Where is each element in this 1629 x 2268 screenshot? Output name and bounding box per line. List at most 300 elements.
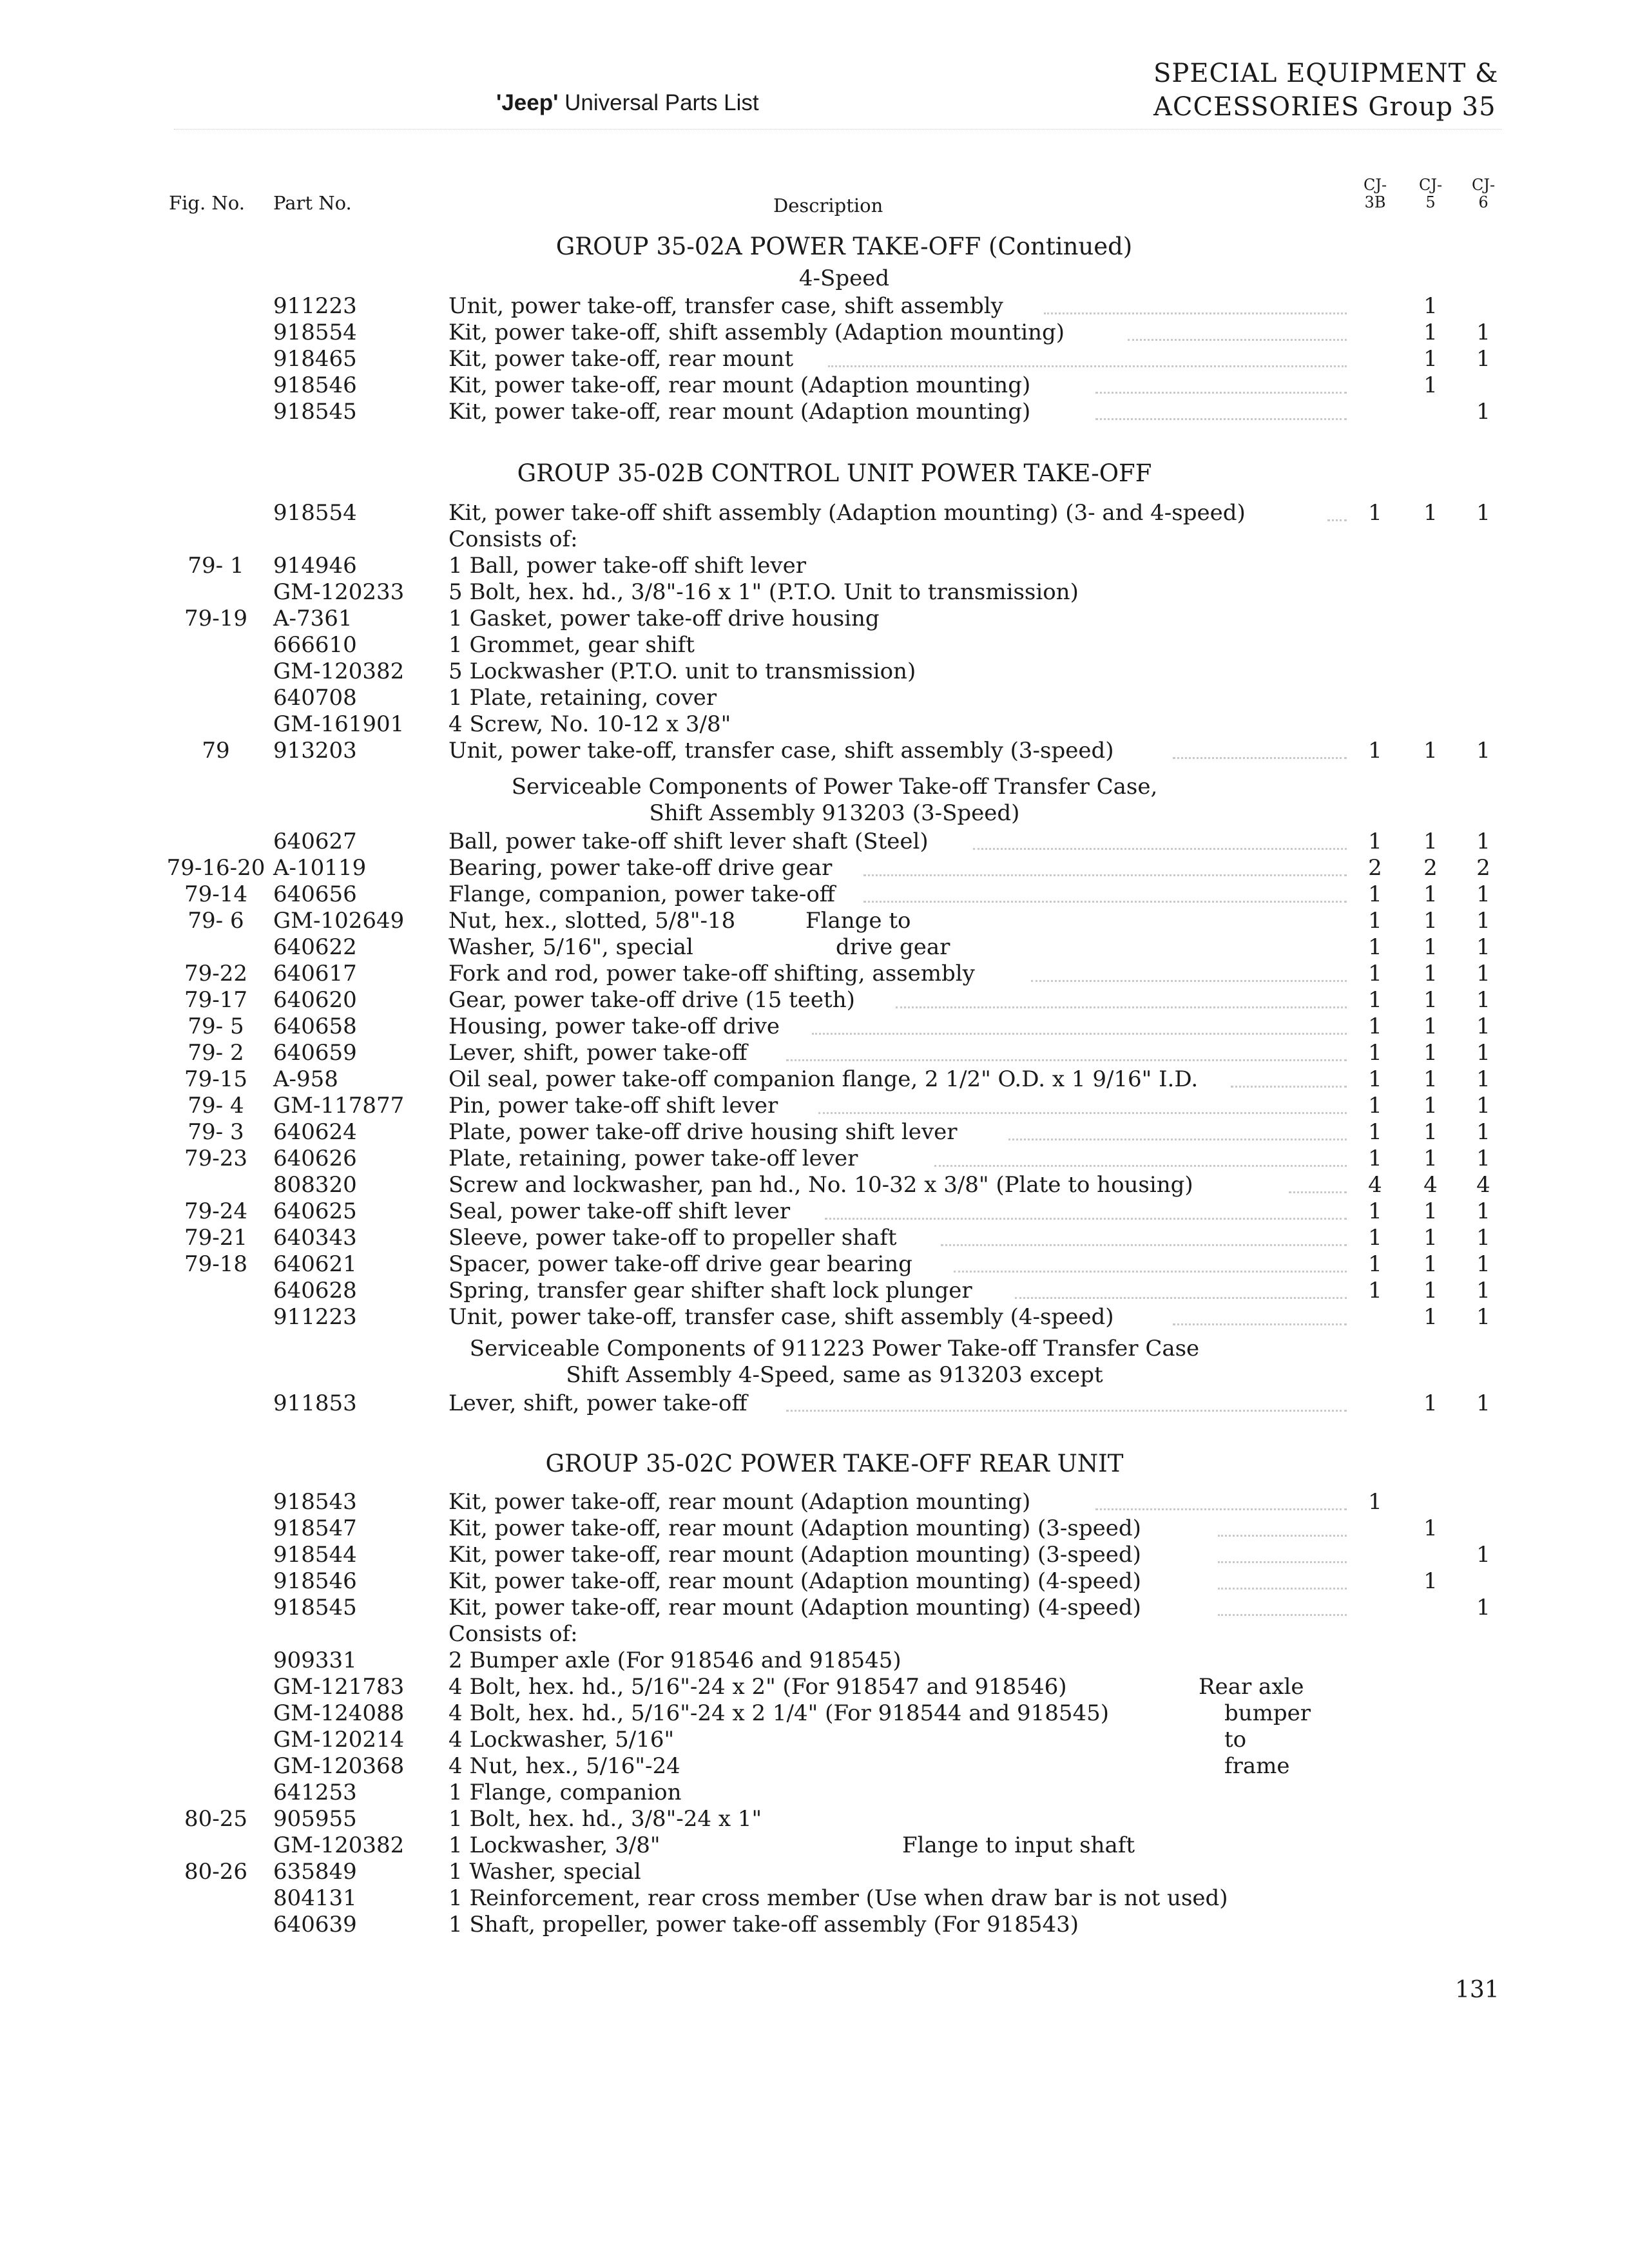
group-heading: [0, 1450, 1629, 1477]
qty-cj5: 1: [1423, 293, 1438, 319]
qty-cj3b: 1: [1368, 987, 1382, 1013]
model-header-cj3b: CJ- 3B: [1363, 176, 1387, 211]
part-row: [0, 961, 1629, 987]
description-cell: Kit, power take-off, rear mount (Adaption mounting) (3-speed): [448, 1542, 1141, 1568]
description-cell: Gear, power take-off drive (15 teeth): [448, 987, 855, 1013]
fig-no-cell: 79- 3: [188, 1119, 244, 1145]
description-cell: Unit, power take-off, transfer case, shift assembly: [448, 293, 1003, 319]
subsection-note-text: Shift Assembly 4-Speed, same as 913203 except: [566, 1362, 1103, 1388]
subsection-note-text: Serviceable Components of 911223 Power Take-off Transfer Case: [469, 1336, 1200, 1361]
description-cell: Lever, shift, power take-off: [448, 1390, 747, 1416]
part-row: [0, 346, 1629, 372]
qty-cj5: 1: [1423, 1093, 1438, 1119]
qty-cj3b: 1: [1368, 1093, 1382, 1119]
fig-no-cell: 79-24: [184, 1198, 247, 1224]
qty-cj5: 1: [1423, 372, 1438, 398]
part-row: [0, 1225, 1629, 1251]
description-cell: Ball, power take-off shift lever shaft (Steel): [448, 829, 929, 854]
dot-leader: [1031, 980, 1347, 982]
part-row: [0, 685, 1629, 711]
qty-cj6: 1: [1476, 1595, 1490, 1620]
fig-no-cell: 79-16-20: [166, 855, 265, 881]
group-heading: [0, 460, 1629, 486]
part-row: [0, 579, 1629, 606]
part-no-cell: 918545: [273, 399, 357, 425]
part-no-cell: 918554: [273, 500, 357, 526]
fig-no-cell: 79-23: [184, 1146, 247, 1171]
qty-cj5: 1: [1423, 1014, 1438, 1039]
description-cell: Flange, companion, power take-off: [448, 881, 835, 907]
qty-cj5: 1: [1423, 1278, 1438, 1303]
qty-cj5: 1: [1423, 934, 1438, 960]
description-cell: 4 Lockwasher, 5/16": [448, 1727, 675, 1753]
fig-no-cell: 79-22: [184, 961, 247, 986]
dot-leader: [1218, 1561, 1347, 1563]
qty-cj3b: 1: [1368, 1198, 1382, 1224]
fig-no-cell: 80-25: [184, 1806, 247, 1832]
description-cell: 4 Bolt, hex. hd., 5/16"-24 x 2" (For 918547 and 918546): [448, 1674, 1067, 1700]
description-cell: 4 Bolt, hex. hd., 5/16"-24 x 2 1/4" (For 918544 and 918545): [448, 1700, 1109, 1726]
qty-cj3b: 1: [1368, 881, 1382, 907]
qty-cj3b: 1: [1368, 961, 1382, 986]
qty-cj6: 1: [1476, 829, 1490, 854]
dot-leader: [941, 1244, 1347, 1246]
section-title-line2: ACCESSORIES Group 35: [1153, 92, 1496, 122]
qty-cj5: 1: [1423, 987, 1438, 1013]
qty-cj3b: 1: [1368, 1489, 1382, 1515]
qty-cj6: 1: [1476, 399, 1490, 425]
description-cell: Kit, power take-off, rear mount (Adaption mounting) (4-speed): [448, 1595, 1141, 1620]
subsection-note-text: 4-Speed: [798, 265, 890, 291]
fig-no-header: Fig. No.: [169, 192, 245, 214]
qty-cj5: 1: [1423, 1304, 1438, 1330]
part-no-cell: GM-120233: [273, 579, 405, 605]
part-row: [0, 934, 1629, 961]
description-cell: Pin, power take-off shift lever: [448, 1093, 778, 1119]
qty-cj3b: 2: [1368, 855, 1382, 881]
description-cell: Kit, power take-off, rear mount (Adaption mounting) (4-speed): [448, 1568, 1141, 1594]
subsection-note: [0, 265, 1629, 292]
subsection-note: [0, 800, 1629, 827]
title-suffix: Universal Parts List: [558, 90, 759, 115]
dot-leader: [896, 1006, 1347, 1008]
part-row: [0, 1489, 1629, 1515]
part-no-cell: 640639: [273, 1912, 357, 1937]
part-no-cell: GM-161901: [273, 711, 405, 737]
part-no-cell: 911223: [273, 1304, 357, 1330]
dot-leader: [863, 901, 1347, 903]
dot-leader: [812, 1033, 1347, 1035]
description-cell: Seal, power take-off shift lever: [448, 1198, 791, 1224]
qty-cj3b: 1: [1368, 934, 1382, 960]
description-cell: 1 Bolt, hex. hd., 3/8"-24 x 1": [448, 1806, 762, 1832]
fig-no-cell: 79-15: [184, 1066, 247, 1092]
fig-no-cell: 80-26: [184, 1859, 247, 1885]
group-heading-text: GROUP 35-02C POWER TAKE-OFF REAR UNIT: [545, 1450, 1124, 1477]
fig-no-cell: 79- 5: [188, 1014, 244, 1039]
qty-cj5: 4: [1423, 1172, 1438, 1198]
qty-cj5: 1: [1423, 908, 1438, 934]
part-no-cell: 640617: [273, 961, 357, 986]
qty-cj3b: 1: [1368, 1146, 1382, 1171]
fig-no-cell: 79- 4: [188, 1093, 244, 1119]
part-row: [0, 1119, 1629, 1146]
fig-no-cell: 79-14: [184, 881, 247, 907]
part-row: [0, 658, 1629, 685]
dot-leader: [786, 1410, 1347, 1412]
qty-cj3b: 1: [1368, 1040, 1382, 1066]
dot-leader: [786, 1059, 1347, 1061]
qty-cj5: 1: [1423, 320, 1438, 345]
dot-leader: [1095, 392, 1347, 394]
part-row: [0, 1304, 1629, 1331]
qty-cj6: 1: [1476, 1066, 1490, 1092]
description-cell: Washer, 5/16", special: [448, 934, 693, 960]
part-row: [0, 1251, 1629, 1278]
fig-no-cell: 79-19: [184, 606, 247, 631]
part-no-header: Part No.: [273, 192, 352, 214]
fig-no-cell: 79-17: [184, 987, 247, 1013]
qty-cj5: 1: [1423, 1066, 1438, 1092]
part-row: [0, 1066, 1629, 1093]
qty-cj5: 1: [1423, 1146, 1438, 1171]
subsection-note: [0, 1336, 1629, 1362]
part-no-cell: GM-121783: [273, 1674, 405, 1700]
part-no-cell: 918546: [273, 372, 357, 398]
dot-leader: [1015, 1297, 1347, 1299]
description-cell: Bearing, power take-off drive gear: [448, 855, 833, 881]
dot-leader: [1173, 1323, 1347, 1325]
description-cell: 1 Flange, companion: [448, 1780, 682, 1805]
part-row: [0, 1753, 1629, 1780]
part-row: [0, 1674, 1629, 1700]
description-cell: 1 Grommet, gear shift: [448, 632, 695, 658]
fig-no-cell: 79- 2: [188, 1040, 244, 1066]
group-heading: [0, 233, 1629, 260]
part-no-cell: GM-120214: [273, 1727, 405, 1753]
description-cell: Kit, power take-off, rear mount (Adaption mounting): [448, 1489, 1031, 1515]
dot-leader: [1289, 1191, 1347, 1193]
description-cell: 4 Screw, No. 10-12 x 3/8": [448, 711, 731, 737]
dot-leader: [1231, 1086, 1347, 1088]
qty-cj6: 1: [1476, 1146, 1490, 1171]
dot-leader: [973, 848, 1347, 850]
dot-leader: [825, 1218, 1347, 1220]
qty-cj5: 1: [1423, 500, 1438, 526]
part-no-cell: 640708: [273, 685, 357, 711]
part-row: [0, 1700, 1629, 1727]
part-no-cell: 641253: [273, 1780, 357, 1805]
part-no-cell: 911223: [273, 293, 357, 319]
qty-cj6: 1: [1476, 1251, 1490, 1277]
part-no-cell: GM-124088: [273, 1700, 405, 1726]
qty-cj5: 1: [1423, 1390, 1438, 1416]
part-no-cell: 918547: [273, 1515, 357, 1541]
subsection-note: [0, 1362, 1629, 1389]
brand-name: 'Jeep': [496, 90, 559, 115]
part-no-cell: 640659: [273, 1040, 357, 1066]
part-no-cell: 914946: [273, 553, 357, 579]
part-row: [0, 1390, 1629, 1417]
part-row: [0, 987, 1629, 1014]
qty-cj6: 1: [1476, 500, 1490, 526]
part-no-cell: GM-120382: [273, 658, 405, 684]
qty-cj5: 1: [1423, 881, 1438, 907]
description-cell: Fork and rod, power take-off shifting, assembly: [448, 961, 975, 986]
group-heading-text: GROUP 35-02B CONTROL UNIT POWER TAKE-OFF: [517, 459, 1152, 487]
part-row: [0, 293, 1629, 320]
part-no-cell: 640620: [273, 987, 357, 1013]
qty-cj5: 1: [1423, 961, 1438, 986]
dot-leader: [863, 874, 1347, 876]
description-cell: 4 Nut, hex., 5/16"-24: [448, 1753, 680, 1779]
description-cell: Unit, power take-off, transfer case, shift assembly (4-speed): [448, 1304, 1114, 1330]
part-row: [0, 500, 1629, 526]
description-cell: Spring, transfer gear shifter shaft lock plunger: [448, 1278, 972, 1303]
qty-cj5: 2: [1423, 855, 1438, 881]
qty-cj6: 4: [1476, 1172, 1490, 1198]
qty-cj6: 1: [1476, 1390, 1490, 1416]
dot-leader: [818, 1112, 1347, 1114]
description-cell: 1 Plate, retaining, cover: [448, 685, 717, 711]
description-header: Description: [773, 195, 883, 216]
qty-cj5: 1: [1423, 346, 1438, 372]
qty-cj6: 2: [1476, 855, 1490, 881]
qty-cj6: 1: [1476, 1119, 1490, 1145]
qty-cj5: 1: [1423, 1515, 1438, 1541]
part-no-cell: 808320: [273, 1172, 357, 1198]
part-row: [0, 855, 1629, 881]
fig-no-cell: 79: [202, 738, 230, 764]
part-row: [0, 1648, 1629, 1674]
part-row: [0, 1595, 1629, 1621]
part-row: [0, 1515, 1629, 1542]
part-row: [0, 738, 1629, 764]
part-row: [0, 1859, 1629, 1885]
part-row: [0, 1014, 1629, 1040]
description-cell: Kit, power take-off, rear mount (Adaption mounting): [448, 399, 1031, 425]
description-cell: Kit, power take-off, rear mount (Adaption mounting) (3-speed): [448, 1515, 1141, 1541]
qty-cj5: 1: [1423, 1119, 1438, 1145]
part-row: [0, 1727, 1629, 1753]
subsection-note: [0, 774, 1629, 800]
part-row: [0, 1542, 1629, 1568]
qty-cj6: 1: [1476, 881, 1490, 907]
group-heading-text: GROUP 35-02A POWER TAKE-OFF (Continued): [555, 233, 1133, 260]
part-no-cell: 640628: [273, 1278, 357, 1303]
part-no-cell: 640625: [273, 1198, 357, 1224]
part-no-cell: 918465: [273, 346, 357, 372]
part-no-cell: 918546: [273, 1568, 357, 1594]
description-cell: Kit, power take-off, rear mount: [448, 346, 794, 372]
brace-note: to: [1224, 1727, 1247, 1753]
part-no-cell: 804131: [273, 1885, 357, 1911]
description-cell: Consists of:: [448, 1621, 578, 1647]
part-no-cell: A-958: [273, 1066, 338, 1092]
dot-leader: [1173, 757, 1347, 759]
part-row: [0, 1621, 1629, 1648]
qty-cj3b: 1: [1368, 908, 1382, 934]
qty-cj5: 1: [1423, 1251, 1438, 1277]
qty-cj5: 1: [1423, 738, 1438, 764]
part-no-cell: 640627: [273, 829, 357, 854]
fig-no-cell: 79- 6: [188, 908, 244, 934]
part-row: [0, 881, 1629, 908]
part-no-cell: 666610: [273, 632, 357, 658]
dot-leader: [1218, 1614, 1347, 1616]
part-no-cell: 911853: [273, 1390, 357, 1416]
header-divider: [174, 129, 1501, 130]
brace-note: drive gear: [836, 934, 950, 960]
part-no-cell: 640624: [273, 1119, 357, 1145]
dot-leader: [954, 1271, 1347, 1273]
part-no-cell: GM-117877: [273, 1093, 405, 1119]
section-title-line1: SPECIAL EQUIPMENT &: [1153, 59, 1499, 88]
qty-cj6: 1: [1476, 1225, 1490, 1251]
part-row: [0, 1806, 1629, 1832]
part-row: [0, 1040, 1629, 1066]
qty-cj6: 1: [1476, 961, 1490, 986]
part-row: [0, 1093, 1629, 1119]
parts-list-title: [496, 90, 759, 116]
part-no-cell: 640343: [273, 1225, 357, 1251]
fig-no-cell: 79-18: [184, 1251, 247, 1277]
qty-cj3b: 1: [1368, 1251, 1382, 1277]
part-no-cell: 640658: [273, 1014, 357, 1039]
part-no-cell: 918544: [273, 1542, 357, 1568]
brace-note: Flange to input shaft: [902, 1832, 1135, 1858]
part-row: [0, 1278, 1629, 1304]
qty-cj3b: 1: [1368, 738, 1382, 764]
dot-leader: [1095, 1508, 1347, 1510]
qty-cj3b: 1: [1368, 1278, 1382, 1303]
part-row: [0, 1885, 1629, 1912]
qty-cj6: 1: [1476, 1542, 1490, 1568]
description-cell: 5 Lockwasher (P.T.O. unit to transmission): [448, 658, 916, 684]
brace-note: Flange to: [805, 908, 911, 934]
qty-cj6: 1: [1476, 1093, 1490, 1119]
part-no-cell: 909331: [273, 1648, 357, 1673]
dot-leader: [934, 1165, 1347, 1167]
part-no-cell: GM-120368: [273, 1753, 405, 1779]
description-cell: Plate, retaining, power take-off lever: [448, 1146, 858, 1171]
description-cell: 1 Reinforcement, rear cross member (Use when draw bar is not used): [448, 1885, 1228, 1911]
qty-cj3b: 1: [1368, 1225, 1382, 1251]
part-no-cell: 918543: [273, 1489, 357, 1515]
part-no-cell: 918545: [273, 1595, 357, 1620]
dot-leader: [1218, 1588, 1347, 1590]
description-cell: Unit, power take-off, transfer case, shift assembly (3-speed): [448, 738, 1114, 764]
brace-note: bumper: [1224, 1700, 1311, 1726]
dot-leader: [1327, 519, 1347, 521]
dot-leader: [828, 365, 1347, 367]
model-header-cj5: CJ- 5: [1418, 176, 1443, 211]
qty-cj3b: 1: [1368, 829, 1382, 854]
description-cell: Sleeve, power take-off to propeller shaft: [448, 1225, 897, 1251]
fig-no-cell: 79- 1: [188, 553, 244, 579]
qty-cj3b: 1: [1368, 1119, 1382, 1145]
part-row: [0, 632, 1629, 658]
part-row: [0, 526, 1629, 553]
part-row: [0, 711, 1629, 738]
qty-cj6: 1: [1476, 738, 1490, 764]
part-no-cell: A-10119: [273, 855, 367, 881]
part-row: [0, 1198, 1629, 1225]
part-no-cell: GM-102649: [273, 908, 405, 934]
description-cell: Kit, power take-off, shift assembly (Adaption mounting): [448, 320, 1065, 345]
description-cell: 2 Bumper axle (For 918546 and 918545): [448, 1648, 901, 1673]
qty-cj6: 1: [1476, 1014, 1490, 1039]
part-row: [0, 372, 1629, 399]
description-cell: Spacer, power take-off drive gear bearing: [448, 1251, 912, 1277]
description-cell: Housing, power take-off drive: [448, 1014, 780, 1039]
description-cell: 1 Ball, power take-off shift lever: [448, 553, 807, 579]
description-cell: Kit, power take-off, rear mount (Adaption mounting): [448, 372, 1031, 398]
part-row: [0, 1568, 1629, 1595]
part-row: [0, 1172, 1629, 1198]
part-no-cell: 905955: [273, 1806, 357, 1832]
part-row: [0, 1912, 1629, 1938]
description-cell: Nut, hex., slotted, 5/8"-18: [448, 908, 736, 934]
brace-note: frame: [1224, 1753, 1290, 1779]
qty-cj5: 1: [1423, 1040, 1438, 1066]
brace-note: Rear axle: [1199, 1674, 1304, 1700]
qty-cj6: 1: [1476, 908, 1490, 934]
part-no-cell: 918554: [273, 320, 357, 345]
qty-cj6: 1: [1476, 1198, 1490, 1224]
description-cell: 5 Bolt, hex. hd., 3/8"-16 x 1" (P.T.O. Unit to transmission): [448, 579, 1079, 605]
dot-leader: [1128, 339, 1347, 341]
qty-cj6: 1: [1476, 346, 1490, 372]
description-cell: Oil seal, power take-off companion flange, 2 1/2" O.D. x 1 9/16" I.D.: [448, 1066, 1199, 1092]
qty-cj3b: 1: [1368, 500, 1382, 526]
fig-no-cell: 79-21: [184, 1225, 247, 1251]
qty-cj6: 1: [1476, 1278, 1490, 1303]
description-cell: 1 Lockwasher, 3/8": [448, 1832, 660, 1858]
part-no-cell: 640656: [273, 881, 357, 907]
description-cell: Screw and lockwasher, pan hd., No. 10-32 x 3/8" (Plate to housing): [448, 1172, 1193, 1198]
part-row: [0, 553, 1629, 579]
part-no-cell: GM-120382: [273, 1832, 405, 1858]
qty-cj5: 1: [1423, 1225, 1438, 1251]
description-cell: 1 Gasket, power take-off drive housing: [448, 606, 880, 631]
part-no-cell: 913203: [273, 738, 357, 764]
description-cell: Lever, shift, power take-off: [448, 1040, 747, 1066]
part-row: [0, 829, 1629, 855]
qty-cj3b: 1: [1368, 1066, 1382, 1092]
page-number: 131: [1455, 1977, 1499, 2003]
qty-cj6: 1: [1476, 934, 1490, 960]
qty-cj5: 1: [1423, 1568, 1438, 1594]
part-row: [0, 1146, 1629, 1172]
dot-leader: [1095, 418, 1347, 420]
part-no-cell: 640626: [273, 1146, 357, 1171]
part-no-cell: 640621: [273, 1251, 357, 1277]
part-row: [0, 1832, 1629, 1859]
section-title: [1153, 57, 1499, 124]
description-cell: 1 Shaft, propeller, power take-off assembly (For 918543): [448, 1912, 1079, 1937]
qty-cj3b: 1: [1368, 1014, 1382, 1039]
dot-leader: [1218, 1535, 1347, 1537]
description-cell: Plate, power take-off drive housing shift lever: [448, 1119, 958, 1145]
description-cell: Consists of:: [448, 526, 578, 552]
part-no-cell: A-7361: [273, 606, 352, 631]
qty-cj6: 1: [1476, 320, 1490, 345]
part-row: [0, 1780, 1629, 1806]
dot-leader: [1008, 1139, 1347, 1140]
part-no-cell: 640622: [273, 934, 357, 960]
qty-cj5: 1: [1423, 1198, 1438, 1224]
